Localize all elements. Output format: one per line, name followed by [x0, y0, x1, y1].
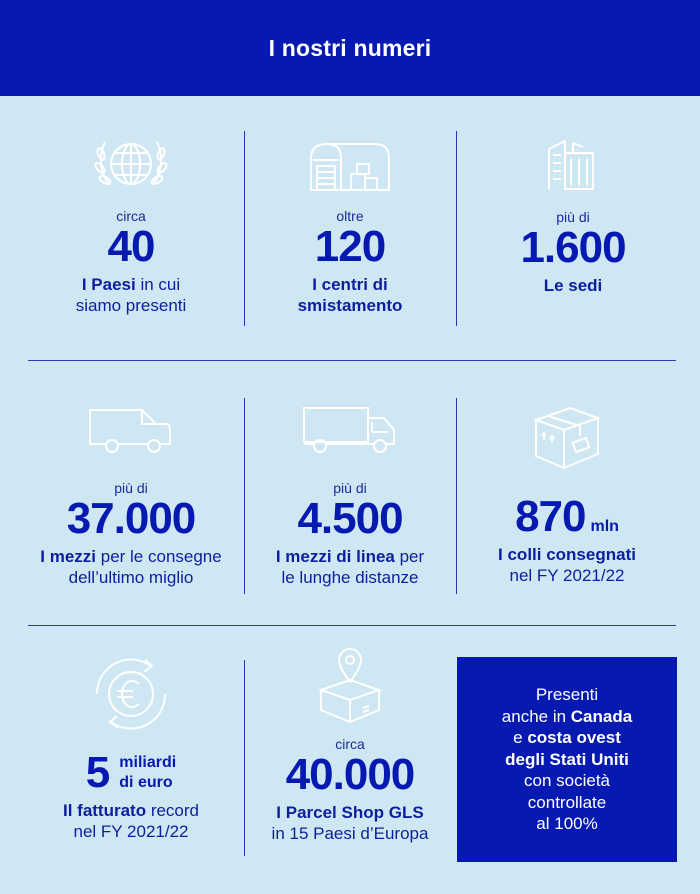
stat-number: 37.000 [66, 494, 196, 543]
stat-mezzi [22, 404, 240, 588]
stat-number: 5 [85, 748, 110, 797]
stat-prefix: più di [333, 480, 367, 496]
promo-line: degli Stati Uniti [505, 749, 629, 769]
stat-prefix: più di [114, 480, 148, 496]
stat-prefix: circa [116, 208, 146, 224]
truck-icon [300, 404, 400, 456]
euro-cycle-icon [89, 652, 173, 736]
stat-number: 40 [107, 222, 155, 271]
stat-unit: mln [590, 518, 619, 535]
stat-number: 1.600 [520, 223, 626, 272]
divider [456, 131, 457, 326]
stat-description: I Parcel Shop GLS in 15 Paesi d’Europa [271, 803, 429, 843]
promo-line: anche in Canada [501, 706, 633, 726]
promo-line: Presenti [535, 685, 599, 705]
promo-box [457, 657, 677, 862]
stat-linea [245, 404, 455, 588]
stat-colli [462, 402, 672, 586]
divider [28, 625, 676, 626]
promo-line: al 100% [536, 814, 598, 834]
stat-prefix: più di [556, 209, 590, 225]
stat-description: I Paesi in cui siamo presenti [75, 275, 187, 315]
map-pin-box-icon [315, 646, 385, 726]
promo-line: con società [524, 771, 610, 791]
promo-line: controllate [527, 792, 607, 812]
stat-unit: miliardi di euro [119, 754, 177, 791]
stat-description: Il fatturato record nel FY 2021/22 [62, 801, 200, 841]
van-icon [86, 404, 176, 456]
stat-fatturato [26, 652, 236, 842]
stat-description: I colli consegnati nel FY 2021/22 [498, 545, 636, 585]
warehouse-icon [305, 138, 395, 194]
divider [456, 398, 457, 594]
stat-centri [245, 138, 455, 316]
page-header [0, 0, 700, 96]
page-title: I nostri numeri [268, 34, 432, 61]
stat-number: 4.500 [297, 494, 403, 543]
globe-laurel-icon [91, 132, 171, 194]
stat-prefix: oltre [336, 208, 364, 224]
stat-description: I centri di smistamento [297, 275, 403, 315]
office-building-icon [543, 133, 603, 193]
stat-sedi [468, 133, 678, 296]
divider [28, 360, 676, 361]
stat-description: Le sedi [543, 276, 603, 295]
stat-prefix: circa [335, 736, 365, 752]
stat-number: 120 [314, 222, 386, 271]
stat-number: 870 [515, 492, 586, 541]
stat-parcel [245, 646, 455, 844]
stat-description: I mezzi per le consegne dell’ultimo miglio [40, 547, 222, 587]
stat-paesi [26, 132, 236, 316]
promo-line: e costa ovest [513, 728, 621, 748]
stat-description: I mezzi di linea per le lunghe distanze [275, 547, 425, 587]
package-box-icon [532, 402, 602, 472]
stat-number: 40.000 [285, 750, 415, 799]
